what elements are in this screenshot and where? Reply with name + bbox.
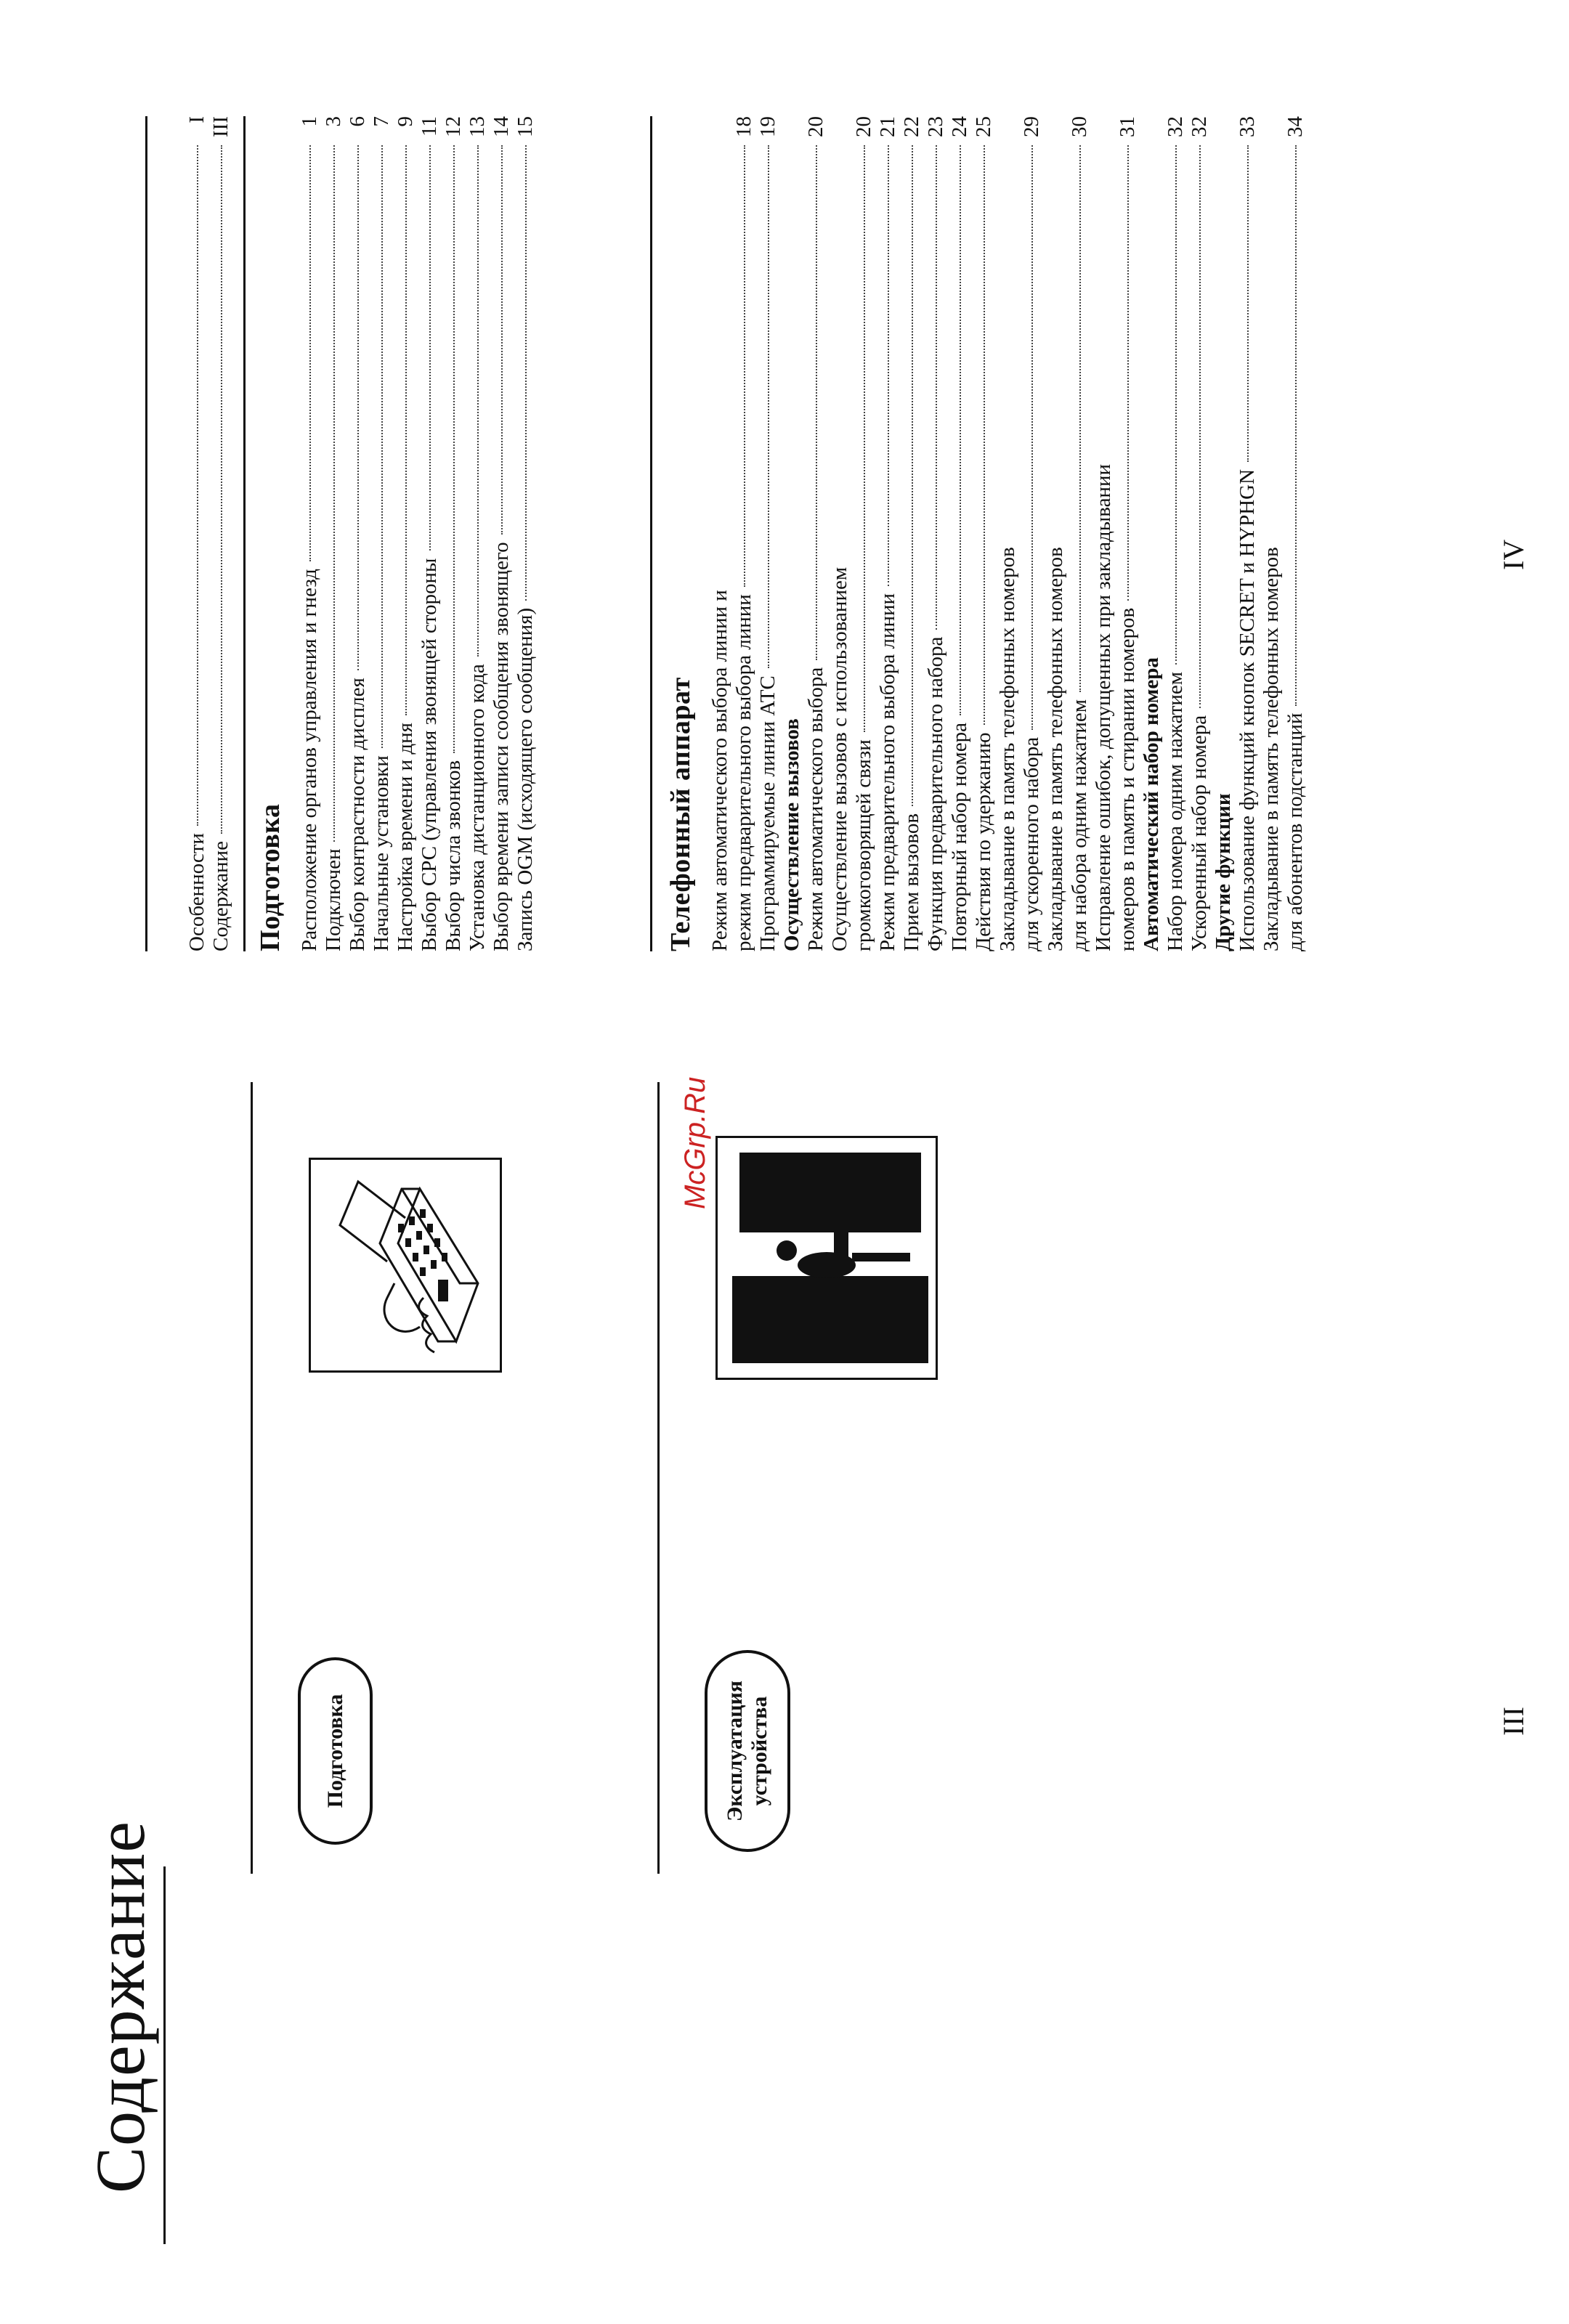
toc-entry-page: 22 — [900, 116, 923, 137]
toc-entry-page: 6 — [346, 116, 369, 127]
toc-entry-page: 25 — [972, 116, 995, 137]
toc-entry — [490, 116, 514, 951]
section-heading-prep: Подготовка — [255, 803, 285, 951]
toc-entry-page: 21 — [876, 116, 899, 137]
toc-entry — [900, 116, 924, 951]
toc-entry-title: Расположение органов управления и гнезд — [298, 569, 321, 951]
toc-entry — [708, 116, 732, 951]
tab-operation-line1: Эксплуатация — [723, 1680, 747, 1822]
toc-entry-title: Особенности — [185, 833, 208, 951]
toc-entry — [442, 116, 466, 951]
toc-entry-title: Запись OGM (исходящего сообщения) — [514, 607, 537, 951]
toc-entry-title: Автоматический набор номера — [1140, 657, 1163, 951]
page-number-right: IV — [1497, 539, 1530, 570]
toc-entry — [1236, 116, 1260, 951]
toc-entry-page: 7 — [370, 116, 393, 127]
toc-entry — [370, 116, 394, 951]
toc-entry-title: для ускоренного набора — [1020, 736, 1043, 951]
toc-entry — [322, 116, 346, 951]
toc-entry-title: Повторный набор номера — [948, 723, 971, 951]
toc-entry-title: Выбор контрастности дисплея — [346, 678, 369, 951]
toc-entry-title: Подключен — [322, 848, 345, 951]
toc-entry — [394, 116, 418, 951]
toc-entry-title: громкоговорящей связи — [852, 739, 875, 951]
toc-entry-page: I — [185, 116, 208, 123]
toc-subheading — [1140, 116, 1164, 951]
toc-entry — [948, 116, 972, 951]
page-title: Содержание — [81, 1820, 159, 2193]
toc-section-prep — [254, 116, 538, 951]
toc-entry-title: Режим автоматического выбора линии и — [708, 590, 731, 951]
toc-entry-title: Закладывание в память телефонных номеров — [1260, 547, 1283, 951]
toc-entry-title: номеров в память и стирании номеров — [1116, 607, 1139, 951]
fax-machine-illustration — [309, 1158, 502, 1373]
toc-entry-page: 14 — [490, 116, 513, 137]
toc-entry — [1068, 116, 1092, 951]
toc-entry-title: для набора одним нажатием — [1068, 699, 1091, 951]
toc-entry-page: 1 — [298, 116, 321, 127]
toc-subheading — [780, 116, 804, 951]
toc-entry — [514, 116, 538, 951]
toc-subheading — [1212, 116, 1236, 951]
people-illustration — [715, 1136, 938, 1380]
toc-entry-page: 31 — [1116, 116, 1139, 137]
toc-entry-page: 9 — [394, 116, 417, 127]
toc-entry-title: Ускоренный набор номера — [1188, 715, 1211, 951]
toc-entry-title: Использование функций кнопок SECRET и HYPHGN — [1236, 468, 1259, 951]
toc-entry-page: 34 — [1284, 116, 1307, 137]
toc-entry-page: 13 — [466, 116, 489, 137]
toc-entry — [756, 116, 780, 951]
watermark: McGrp.Ru — [679, 1076, 711, 1209]
toc-entry — [1260, 116, 1284, 951]
toc-entry — [298, 116, 322, 951]
toc-entry-title: Выбор числа звонков — [442, 760, 465, 951]
toc-entry-title: режим предварительного выбора линии — [732, 594, 755, 951]
toc-entry-title: Набор номера одним нажатием — [1164, 671, 1187, 951]
toc-entry-title: Закладывание в память телефонных номеров — [996, 547, 1019, 951]
toc-entry — [876, 116, 900, 951]
tab-prep — [298, 1657, 373, 1845]
toc-entry-title: Программируемые линии АТС — [756, 675, 779, 951]
toc-entry-title: Действия по удержанию — [972, 732, 995, 951]
toc-entry — [1044, 116, 1068, 951]
toc-entry-page: 15 — [514, 116, 537, 137]
tab-operation-line2: устройства — [747, 1696, 771, 1806]
title-underline — [163, 1866, 166, 2244]
toc-entry — [804, 116, 828, 951]
toc-entry — [185, 116, 209, 951]
toc-entry-title: Другие функции — [1212, 793, 1235, 951]
toc-entry-title: Режим предварительного выбора линии — [876, 593, 899, 951]
toc-entry — [1188, 116, 1212, 951]
toc-top-rule — [145, 116, 147, 951]
toc-entry-title: Режим автоматического выбора — [804, 667, 827, 951]
toc-entry — [972, 116, 996, 951]
toc-entry-page: 32 — [1164, 116, 1187, 137]
fax-machine-icon — [311, 1160, 500, 1370]
toc-entry-page: 33 — [1236, 116, 1259, 137]
toc-front — [185, 116, 233, 951]
toc-entry — [1092, 116, 1116, 951]
tab-operation — [705, 1650, 790, 1852]
oper-top-rule — [657, 1082, 660, 1874]
sec2-rule — [650, 116, 652, 951]
toc-entry — [209, 116, 233, 951]
toc-entry-title: Содержание — [209, 841, 232, 951]
toc-entry-page: 3 — [322, 116, 345, 127]
toc-entry-title: Прием вызовов — [900, 813, 923, 951]
toc-entry-page: 11 — [418, 116, 441, 137]
tab-operation-label — [723, 1681, 772, 1821]
toc-entry-title: Выбор времени записи сообщения звонящего — [490, 542, 513, 951]
toc-entry-page: 23 — [924, 116, 947, 137]
toc-entry-page: III — [209, 116, 232, 137]
toc-entry — [346, 116, 370, 951]
section-heading-phone: Телефонный аппарат — [665, 677, 696, 951]
prep-top-rule — [251, 1082, 253, 1874]
toc-entry-page: 24 — [948, 116, 971, 137]
toc-entry — [418, 116, 442, 951]
toc-entry — [996, 116, 1020, 951]
toc-entry-title: для абонентов подстанций — [1284, 712, 1307, 951]
toc-entry-page: 18 — [732, 116, 755, 137]
toc-entry — [1116, 116, 1140, 951]
toc-entry — [924, 116, 948, 951]
toc-entry-page: 20 — [852, 116, 875, 137]
toc-entry — [852, 116, 876, 951]
tab-prep-label: Подготовка — [323, 1694, 347, 1808]
toc-entry-title: Функция предварительного набора — [924, 636, 947, 951]
toc-entry — [466, 116, 490, 951]
toc-entry — [1164, 116, 1188, 951]
sec1-rule — [243, 116, 246, 951]
toc-entry-title: Начальные установки — [370, 755, 393, 951]
toc-entry-page: 20 — [804, 116, 827, 137]
toc-entry-title: Закладывание в память телефонных номеров — [1044, 547, 1067, 951]
toc-entry-title: Осуществление вызовов с использованием — [828, 566, 851, 951]
toc-section-phone — [665, 116, 1308, 951]
toc-entry-title: Исправление ошибок, допущенных при закладывании — [1092, 464, 1115, 951]
toc-entry — [828, 116, 852, 951]
toc-entry — [732, 116, 756, 951]
page-number-left: III — [1497, 1707, 1530, 1736]
toc-entry-page: 12 — [442, 116, 465, 137]
office-scene-icon — [718, 1138, 936, 1378]
toc-entry-title: Установка дистанционного кода — [466, 664, 489, 951]
toc-entry-title: Осуществление вызовов — [780, 718, 803, 951]
toc-entry — [1020, 116, 1044, 951]
toc-entry-page: 19 — [756, 116, 779, 137]
toc-entry-page: 30 — [1068, 116, 1091, 137]
toc-entry — [1284, 116, 1308, 951]
toc-entry-page: 32 — [1188, 116, 1211, 137]
toc-entry-title: Выбор СРС (управления звонящей стороны — [418, 558, 441, 951]
toc-entry-page: 29 — [1020, 116, 1043, 137]
toc-entry-title: Настройка времени и дня — [394, 723, 417, 951]
